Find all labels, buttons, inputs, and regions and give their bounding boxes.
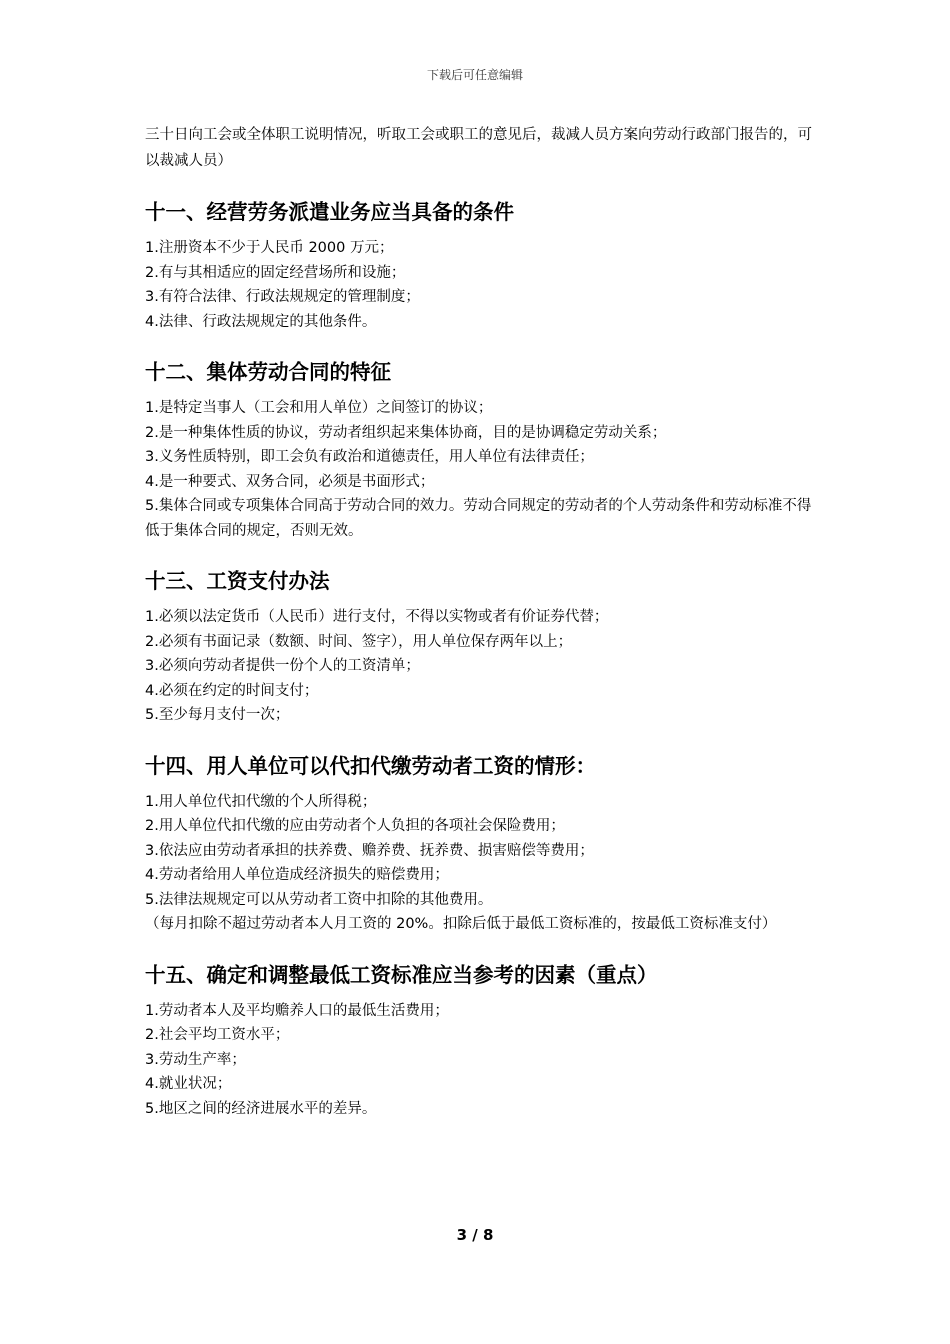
list-item: 3.劳动生产率； (145, 1051, 246, 1068)
section-14 (145, 752, 815, 937)
section-list (145, 999, 815, 1122)
list-item: 2.社会平均工资水平； (145, 1027, 290, 1043)
intro-paragraph: 三十日向工会或全体职工说明情况，听取工会或职工的意见后，裁减人员方案向劳动行政部门报告的，可以裁减人员） (145, 127, 812, 169)
section-list (145, 790, 815, 913)
header-note: 下载后可任意编辑 (426, 68, 523, 82)
section-13 (145, 567, 815, 728)
list-item: 5.法律法规规定可以从劳动者工资中扣除的其他费用。 (145, 891, 493, 908)
list-item: 4.是一种要式、双务合同，必须是书面形式； (145, 473, 435, 490)
page-number: 3 / 8 (456, 1226, 494, 1244)
list-item: 1.必须以法定货币（人民币）进行支付，不得以实物或者有价证券代替； (145, 609, 609, 625)
section-12 (145, 358, 815, 543)
section-list (145, 236, 815, 334)
list-item: 2.必须有书面记录（数额、时间、签字），用人单位保存两年以上； (145, 633, 573, 650)
section-heading: 十四、用人单位可以代扣代缴劳动者工资的情形： (145, 753, 596, 778)
list-item: 1.劳动者本人及平均赡养人口的最低生活费用； (145, 1002, 449, 1019)
list-item: 4.就业状况； (145, 1076, 232, 1092)
section-heading: 十二、集体劳动合同的特征 (145, 360, 391, 384)
list-item: 4.必须在约定的时间支付； (145, 682, 319, 699)
section-note: （每月扣除不超过劳动者本人月工资的 20%。扣除后低于最低工资标准的，按最低工资标准支付） (145, 916, 777, 932)
section-list (145, 605, 815, 728)
list-item: 5.至少每月支付一次； (145, 707, 290, 723)
list-item: 2.有与其相适应的固定经营场所和设施； (145, 264, 406, 281)
list-item: 4.法律、行政法规规定的其他条件。 (145, 313, 377, 330)
list-item: 5.地区之间的经济进展水平的差异。 (145, 1100, 377, 1117)
section-list (145, 396, 815, 543)
list-item: 3.必须向劳动者提供一份个人的工资清单； (145, 658, 420, 674)
list-item: 1.注册资本不少于人民币 2000 万元； (145, 240, 394, 256)
list-item: 2.用人单位代扣代缴的应由劳动者个人负担的各项社会保险费用； (145, 818, 565, 834)
section-15 (145, 961, 815, 1122)
list-item: 3.有符合法律、行政法规规定的管理制度； (145, 289, 420, 305)
list-item: 1.是特定当事人（工会和用人单位）之间签订的协议； (145, 400, 493, 416)
section-heading: 十三、工资支付办法 (145, 569, 330, 593)
section-heading: 十五、确定和调整最低工资标准应当参考的因素（重点） (145, 962, 658, 987)
list-item: 1.用人单位代扣代缴的个人所得税； (145, 793, 377, 810)
document-body (145, 122, 815, 1121)
section-11 (145, 198, 815, 334)
list-item: 4.劳动者给用人单位造成经济损失的赔偿费用； (145, 867, 449, 883)
list-item: 3.义务性质特别，即工会负有政治和道德责任，用人单位有法律责任； (145, 449, 594, 465)
list-item: 2.是一种集体性质的协议，劳动者组织起来集体协商，目的是协调稳定劳动关系； (145, 424, 667, 441)
list-item: 5.集体合同或专项集体合同高于劳动合同的效力。劳动合同规定的劳动者的个人劳动条件和劳动标准不得低于集体合同的规定，否则无效。 (145, 498, 812, 539)
list-item: 3.依法应由劳动者承担的扶养费、赡养费、抚养费、损害赔偿等费用； (145, 842, 594, 859)
section-heading: 十一、经营劳务派遣业务应当具备的条件 (145, 200, 514, 224)
